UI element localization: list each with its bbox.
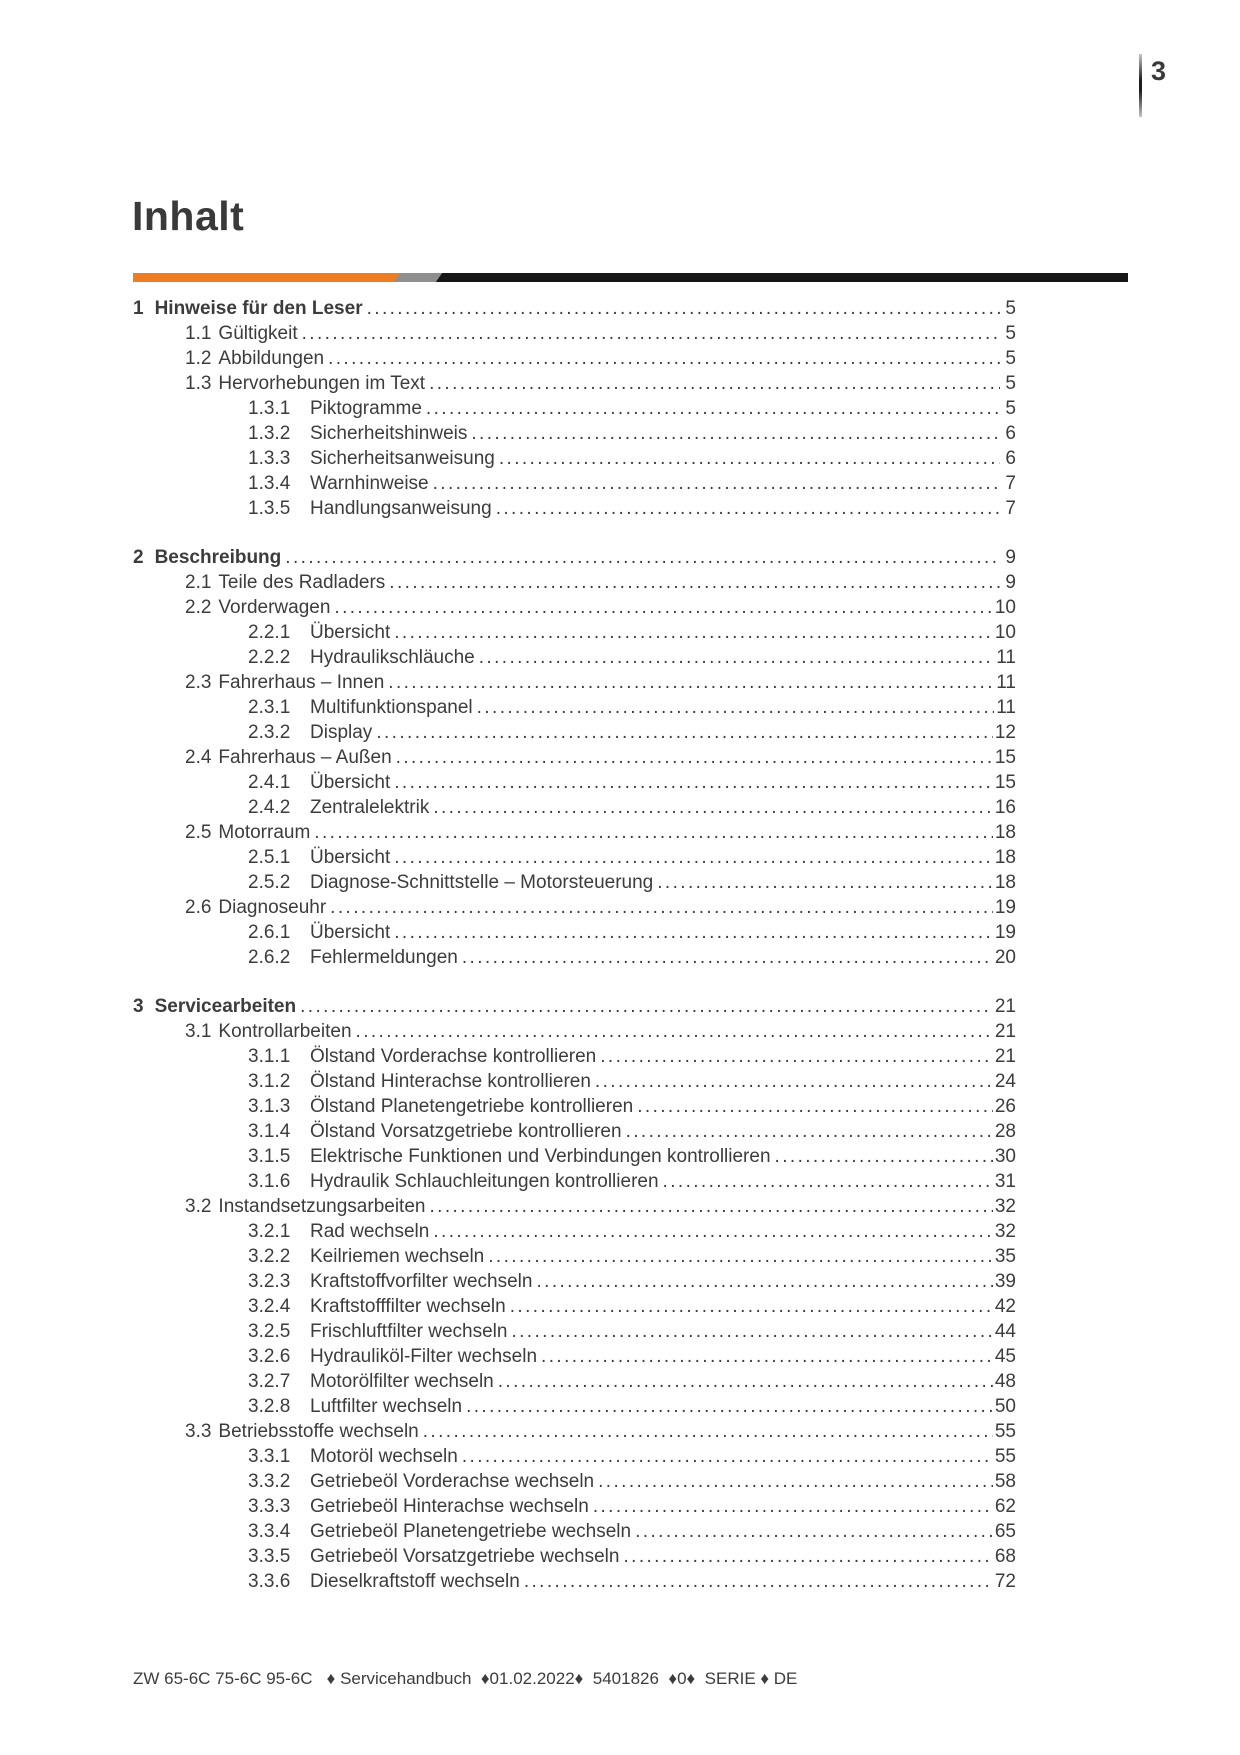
toc-entry-number: 3.1.5 — [248, 1146, 291, 1167]
toc-entry-number: 2.1 — [185, 572, 212, 593]
toc-entry-title: Motorölfilter wechseln — [310, 1371, 494, 1392]
toc-entry-page: 58 — [994, 1471, 1016, 1492]
toc-entry-number: 3.3.4 — [248, 1521, 291, 1542]
toc-entry-number: 3.3 — [185, 1421, 212, 1442]
toc-entry-title: Ölstand Vorsatzgetriebe kontrollieren — [310, 1121, 622, 1142]
toc-entry-title: Kontrollarbeiten — [218, 1021, 352, 1042]
toc-entry-number: 3.3.1 — [248, 1446, 291, 1467]
toc-leader-dots — [429, 371, 1000, 396]
toc-entry-title: Multifunktionspanel — [310, 697, 473, 718]
toc-entry-title: Fahrerhaus – Außen — [218, 747, 392, 768]
toc-entry-page: 15 — [994, 747, 1016, 768]
toc-leader-dots — [285, 545, 1000, 570]
toc-entry-page: 5 — [1005, 373, 1016, 394]
toc-entry-title: Übersicht — [310, 847, 391, 868]
toc-entry[interactable] — [133, 1444, 1016, 1469]
toc-leader-dots — [663, 1169, 993, 1194]
toc-entry-page: 12 — [994, 722, 1016, 743]
toc-leader-dots — [488, 1244, 993, 1269]
toc-entry-number: 1.1 — [185, 323, 212, 344]
toc-entry[interactable] — [133, 620, 1016, 645]
toc-entry[interactable] — [133, 770, 1016, 795]
toc-leader-dots — [499, 446, 1000, 471]
toc-entry-page: 11 — [996, 672, 1016, 693]
toc-entry-title: Getriebeöl Planetengetriebe wechseln — [310, 1521, 632, 1542]
toc-entry-number: 2.4 — [185, 747, 212, 768]
toc-entry-page: 5 — [1005, 398, 1016, 419]
toc-entry-number: 3.1.3 — [248, 1096, 291, 1117]
toc-entry-page: 55 — [994, 1421, 1016, 1442]
toc-entry-number: 3.2.1 — [248, 1221, 291, 1242]
toc-entry-title: Fahrerhaus – Innen — [218, 672, 385, 693]
toc-entry-title: Hervorhebungen im Text — [218, 373, 426, 394]
toc-entry-title: Getriebeöl Hinterachse wechseln — [310, 1496, 589, 1517]
toc-entry-title: Motoröl wechseln — [310, 1446, 458, 1467]
toc-entry-title: Instandsetzungsarbeiten — [218, 1196, 426, 1217]
toc-entry-number: 2.6.2 — [248, 947, 291, 968]
toc-entry-title: Display — [310, 722, 373, 743]
toc-entry[interactable] — [133, 670, 1016, 695]
toc-entry-title: Hydraulikschläuche — [310, 647, 475, 668]
toc-entry[interactable] — [133, 1319, 1016, 1344]
page-number: 3 — [1151, 56, 1167, 86]
toc-entry-title: Handlungsanweisung — [310, 498, 492, 519]
toc-entry[interactable] — [133, 820, 1016, 845]
toc-entry-title: Übersicht — [310, 772, 391, 793]
toc-entry[interactable] — [133, 1269, 1016, 1294]
toc-leader-dots — [775, 1144, 993, 1169]
toc-entry[interactable] — [133, 1294, 1016, 1319]
toc-entry-title: Servicearbeiten — [154, 996, 297, 1017]
toc-entry[interactable] — [133, 945, 1016, 970]
toc-entry[interactable] — [133, 745, 1016, 770]
toc-entry-number: 3.2.4 — [248, 1296, 291, 1317]
toc-leader-dots — [511, 1319, 992, 1344]
toc-entry-title: Betriebsstoffe wechseln — [218, 1421, 419, 1442]
toc-entry-number: 3 — [133, 996, 144, 1017]
toc-leader-dots — [623, 1544, 992, 1569]
toc-leader-dots — [496, 496, 1000, 521]
toc-entry[interactable] — [133, 1019, 1016, 1044]
toc-entry-page: 21 — [994, 1021, 1016, 1042]
toc-entry-number: 2.4.1 — [248, 772, 291, 793]
toc-leader-dots — [300, 994, 993, 1019]
toc-entry[interactable] — [133, 446, 1016, 471]
toc-entry-page: 15 — [994, 772, 1016, 793]
toc-entry-number: 2.2.2 — [248, 647, 291, 668]
toc-leader-dots — [600, 1044, 993, 1069]
toc-entry-number: 1.3.4 — [248, 473, 291, 494]
toc-entry-page: 5 — [1005, 323, 1016, 344]
toc-entry[interactable] — [133, 920, 1016, 945]
toc-leader-dots — [389, 570, 1000, 595]
toc-entry[interactable] — [133, 570, 1016, 595]
toc-entry[interactable] — [133, 1144, 1016, 1169]
toc-entry-number: 2.6.1 — [248, 922, 291, 943]
toc-entry-title: Hydrauliköl-Filter wechseln — [310, 1346, 538, 1367]
toc-entry[interactable] — [133, 695, 1016, 720]
toc-entry-number: 3.1.6 — [248, 1171, 291, 1192]
toc-entry-number: 2.5.1 — [248, 847, 291, 868]
toc-entry-number: 3.1 — [185, 1021, 212, 1042]
toc-entry-title: Rad wechseln — [310, 1221, 430, 1242]
toc-entry-page: 35 — [994, 1246, 1016, 1267]
toc-entry[interactable] — [133, 321, 1016, 346]
toc-entry-number: 2.6 — [185, 897, 212, 918]
toc-entry-number: 2.5 — [185, 822, 212, 843]
toc-leader-dots — [466, 1394, 993, 1419]
toc-entry-page: 26 — [994, 1096, 1016, 1117]
toc-leader-dots — [394, 920, 993, 945]
toc-entry[interactable] — [133, 1369, 1016, 1394]
toc-leader-dots — [593, 1494, 993, 1519]
toc-entry[interactable] — [133, 1194, 1016, 1219]
toc-leader-dots — [423, 1419, 993, 1444]
toc-entry-page: 42 — [994, 1296, 1016, 1317]
toc-entry-title: Kraftstoffvorfilter wechseln — [310, 1271, 533, 1292]
toc-entry-page: 18 — [994, 822, 1016, 843]
toc-leader-dots — [595, 1069, 993, 1094]
toc-entry-title: Ölstand Hinterachse kontrollieren — [310, 1071, 591, 1092]
toc-entry-number: 3.3.6 — [248, 1571, 291, 1592]
toc-entry-number: 2 — [133, 547, 144, 568]
toc-entry-number: 2.5.2 — [248, 872, 291, 893]
toc-entry-page: 28 — [994, 1121, 1016, 1142]
toc-entry[interactable] — [133, 496, 1016, 521]
toc-entry-page: 50 — [994, 1396, 1016, 1417]
toc-leader-dots — [328, 346, 1000, 371]
toc-entry-number: 1.3.3 — [248, 448, 291, 469]
toc-entry[interactable] — [133, 1219, 1016, 1244]
toc-entry-page: 21 — [994, 1046, 1016, 1067]
toc-leader-dots — [471, 421, 1000, 446]
toc-entry-page: 9 — [1005, 547, 1016, 568]
toc-entry-page: 20 — [994, 947, 1016, 968]
toc-entry-number: 3.3.2 — [248, 1471, 291, 1492]
toc-entry-number: 1.3 — [185, 373, 212, 394]
toc-entry-title: Motorraum — [218, 822, 311, 843]
toc-entry[interactable] — [133, 994, 1016, 1019]
toc-leader-dots — [367, 296, 1000, 321]
toc-entry[interactable] — [133, 720, 1016, 745]
toc-entry[interactable] — [133, 1169, 1016, 1194]
toc-entry-title: Teile des Radladers — [218, 572, 386, 593]
toc-leader-dots — [462, 945, 993, 970]
toc-entry-page: 19 — [994, 922, 1016, 943]
toc-entry-title: Dieselkraftstoff wechseln — [310, 1571, 520, 1592]
toc-entry-title: Beschreibung — [154, 547, 282, 568]
toc-entry-title: Elektrische Funktionen und Verbindungen kontrollieren — [310, 1146, 771, 1167]
toc-entry-title: Hydraulik Schlauchleitungen kontrollieren — [310, 1171, 659, 1192]
toc-entry-number: 2.2.1 — [248, 622, 291, 643]
toc-leader-dots — [637, 1094, 993, 1119]
toc-entry-title: Getriebeöl Vorderachse wechseln — [310, 1471, 595, 1492]
page-number-divider — [1139, 54, 1142, 117]
toc-leader-dots — [479, 645, 995, 670]
toc-entry[interactable] — [133, 1469, 1016, 1494]
toc-entry-title: Ölstand Planetengetriebe kontrollieren — [310, 1096, 634, 1117]
toc-entry-title: Abbildungen — [218, 348, 325, 369]
toc-entry[interactable] — [133, 346, 1016, 371]
toc-entry-title: Übersicht — [310, 922, 391, 943]
toc-entry-number: 3.2.6 — [248, 1346, 291, 1367]
toc-entry-page: 18 — [994, 872, 1016, 893]
toc-entry-number: 3.3.5 — [248, 1546, 291, 1567]
toc-entry-page: 55 — [994, 1446, 1016, 1467]
toc-entry-number: 2.3 — [185, 672, 212, 693]
toc-leader-dots — [462, 1444, 993, 1469]
toc-leader-dots — [376, 720, 993, 745]
toc-entry-number: 2.2 — [185, 597, 212, 618]
toc-leader-dots — [302, 321, 1000, 346]
toc-leader-dots — [498, 1369, 993, 1394]
toc-leader-dots — [394, 845, 993, 870]
toc-entry-title: Sicherheitsanweisung — [310, 448, 495, 469]
toc-entry-title: Frischluftfilter wechseln — [310, 1321, 508, 1342]
toc-entry-number: 1 — [133, 298, 144, 319]
toc-entry-title: Getriebeöl Vorsatzgetriebe wechseln — [310, 1546, 620, 1567]
toc-entry-number: 3.2.7 — [248, 1371, 291, 1392]
toc-entry-page: 39 — [994, 1271, 1016, 1292]
toc-entry[interactable] — [133, 1519, 1016, 1544]
toc-entry[interactable] — [133, 371, 1016, 396]
toc-entry-page: 30 — [994, 1146, 1016, 1167]
toc-leader-dots — [433, 471, 1000, 496]
toc-entry-page: 62 — [994, 1496, 1016, 1517]
toc-entry-page: 6 — [1005, 423, 1016, 444]
toc-entry-page: 21 — [994, 996, 1016, 1017]
toc-entry-page: 32 — [994, 1221, 1016, 1242]
toc-entry-page: 11 — [996, 647, 1016, 668]
toc-entry-title: Warnhinweise — [310, 473, 429, 494]
toc-entry-number: 2.3.1 — [248, 697, 291, 718]
toc-leader-dots — [334, 595, 992, 620]
toc-entry-page: 16 — [994, 797, 1016, 818]
page-title: Inhalt — [132, 193, 245, 239]
toc-entry-number: 3.1.4 — [248, 1121, 291, 1142]
toc-leader-dots — [524, 1569, 993, 1594]
toc-entry-title: Luftfilter wechseln — [310, 1396, 463, 1417]
toc-entry-page: 19 — [994, 897, 1016, 918]
toc-entry[interactable] — [133, 1069, 1016, 1094]
toc-entry-page: 10 — [994, 597, 1016, 618]
toc-leader-dots — [356, 1019, 993, 1044]
toc-entry[interactable] — [133, 421, 1016, 446]
toc-entry-number: 3.2.5 — [248, 1321, 291, 1342]
toc-entry-page: 48 — [994, 1371, 1016, 1392]
toc-leader-dots — [388, 670, 994, 695]
toc-entry-number: 3.3.3 — [248, 1496, 291, 1517]
toc-leader-dots — [394, 620, 993, 645]
toc-entry-number: 2.3.2 — [248, 722, 291, 743]
toc-leader-dots — [396, 745, 993, 770]
toc-leader-dots — [429, 1194, 992, 1219]
toc-entry-title: Gültigkeit — [218, 323, 298, 344]
toc-entry-page: 7 — [1005, 498, 1016, 519]
toc-entry[interactable] — [133, 1494, 1016, 1519]
toc-entry-page: 6 — [1005, 448, 1016, 469]
toc-entry-page: 7 — [1005, 473, 1016, 494]
toc-entry-number: 3.1.2 — [248, 1071, 291, 1092]
toc-entry-number: 1.3.2 — [248, 423, 291, 444]
toc-leader-dots — [635, 1519, 993, 1544]
toc-leader-dots — [626, 1119, 993, 1144]
toc-entry[interactable] — [133, 895, 1016, 920]
toc-entry[interactable] — [133, 1244, 1016, 1269]
toc-leader-dots — [426, 396, 1000, 421]
toc-entry-page: 10 — [994, 622, 1016, 643]
table-of-contents — [133, 296, 1016, 1594]
toc-entry-number: 1.3.1 — [248, 398, 291, 419]
toc-entry-page: 44 — [994, 1321, 1016, 1342]
toc-entry[interactable] — [133, 645, 1016, 670]
toc-entry-title: Diagnose-Schnittstelle – Motorsteuerung — [310, 872, 654, 893]
toc-entry-title: Zentralelektrik — [310, 797, 430, 818]
toc-entry[interactable] — [133, 595, 1016, 620]
toc-entry[interactable] — [133, 870, 1016, 895]
toc-entry-title: Sicherheitshinweis — [310, 423, 468, 444]
toc-leader-dots — [394, 770, 993, 795]
toc-entry-title: Ölstand Vorderachse kontrollieren — [310, 1046, 597, 1067]
toc-entry[interactable] — [133, 1094, 1016, 1119]
toc-entry-page: 31 — [994, 1171, 1016, 1192]
toc-entry-page: 32 — [994, 1196, 1016, 1217]
toc-entry[interactable] — [133, 1544, 1016, 1569]
toc-leader-dots — [314, 820, 993, 845]
toc-entry-title: Vorderwagen — [218, 597, 331, 618]
toc-leader-dots — [541, 1344, 993, 1369]
toc-entry[interactable] — [133, 1344, 1016, 1369]
toc-entry-page: 5 — [1005, 298, 1016, 319]
toc-leader-dots — [477, 695, 995, 720]
toc-entry[interactable] — [133, 845, 1016, 870]
toc-entry-number: 1.2 — [185, 348, 212, 369]
toc-leader-dots — [433, 1219, 993, 1244]
toc-leader-dots — [598, 1469, 993, 1494]
toc-entry-page: 68 — [994, 1546, 1016, 1567]
toc-entry-page: 45 — [994, 1346, 1016, 1367]
toc-leader-dots — [657, 870, 993, 895]
footer-line: ZW 65-6C 75-6C 95-6C ♦ Servicehandbuch ♦01.02.2022♦ 5401826 ♦0♦ SERIE ♦ DE — [133, 1669, 798, 1688]
toc-entry-page: 11 — [996, 697, 1016, 718]
toc-entry[interactable] — [133, 471, 1016, 496]
toc-entry-number: 3.1.1 — [248, 1046, 291, 1067]
title-rule — [133, 273, 1128, 282]
toc-entry-title: Piktogramme — [310, 398, 422, 419]
toc-entry[interactable] — [133, 1569, 1016, 1594]
toc-entry-number: 3.2.2 — [248, 1246, 291, 1267]
toc-entry-title: Kraftstofffilter wechseln — [310, 1296, 506, 1317]
toc-entry-title: Hinweise für den Leser — [154, 298, 363, 319]
toc-leader-dots — [433, 795, 993, 820]
toc-entry-page: 24 — [994, 1071, 1016, 1092]
toc-entry-number: 3.2.8 — [248, 1396, 291, 1417]
toc-entry[interactable] — [133, 1419, 1016, 1444]
toc-leader-dots — [510, 1294, 993, 1319]
toc-entry-page: 9 — [1005, 572, 1016, 593]
toc-entry-title: Diagnoseuhr — [218, 897, 327, 918]
toc-entry-number: 1.3.5 — [248, 498, 291, 519]
toc-entry-number: 2.4.2 — [248, 797, 291, 818]
toc-entry[interactable] — [133, 1044, 1016, 1069]
toc-entry[interactable] — [133, 396, 1016, 421]
toc-entry-page: 18 — [994, 847, 1016, 868]
toc-entry-page: 65 — [994, 1521, 1016, 1542]
toc-entry[interactable] — [133, 1119, 1016, 1144]
toc-entry-title: Fehlermeldungen — [310, 947, 458, 968]
title-rule-orange-segment — [133, 273, 401, 282]
toc-entry[interactable] — [133, 545, 1016, 570]
toc-entry-number: 3.2 — [185, 1196, 212, 1217]
toc-entry-page: 72 — [994, 1571, 1016, 1592]
toc-entry[interactable] — [133, 1394, 1016, 1419]
toc-entry[interactable] — [133, 795, 1016, 820]
toc-leader-dots — [536, 1269, 992, 1294]
toc-entry[interactable] — [133, 296, 1016, 321]
toc-entry-title: Keilriemen wechseln — [310, 1246, 485, 1267]
toc-entry-page: 5 — [1005, 348, 1016, 369]
toc-leader-dots — [330, 895, 993, 920]
title-rule-gray-segment — [394, 273, 442, 282]
toc-entry-title: Übersicht — [310, 622, 391, 643]
toc-entry-number: 3.2.3 — [248, 1271, 291, 1292]
